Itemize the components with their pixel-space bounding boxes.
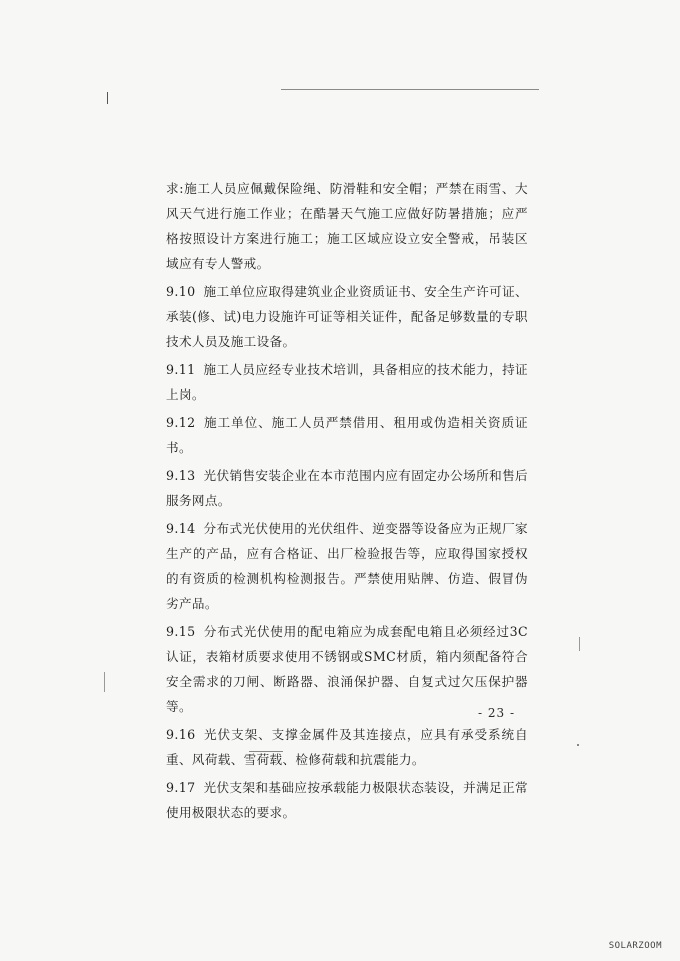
- watermark: SOLARZOOM: [608, 941, 662, 951]
- clause-text: 分布式光伏使用的配电箱应为成套配电箱且必须经过3C认证，表箱材质要求使用不锈钢或SMC材质，箱内须配备符合安全需求的刀闸、断路器、浪涌保护器、自复式过欠压保护器等。: [166, 624, 528, 714]
- clause-paragraph: [166, 619, 528, 719]
- clause-paragraph: [166, 357, 528, 407]
- clause-number: 9.11: [166, 362, 196, 377]
- clause-paragraph: [166, 516, 528, 616]
- clause-text: 分布式光伏使用的光伏组件、逆变器等设备应为正规厂家生产的产品，应有合格证、出厂检验报告等，应取得国家授权的有资质的检测机构检测报告。严禁使用贴牌、仿造、假冒伪劣产品。: [166, 521, 528, 611]
- clause-paragraph: [166, 722, 528, 772]
- page-number: - 23 -: [478, 706, 516, 720]
- clause-number: 9.13: [166, 468, 196, 483]
- clause-paragraph: [166, 463, 528, 513]
- scan-mark-top-line: [281, 89, 539, 90]
- clause-paragraph: [166, 176, 528, 276]
- clause-text: 施工单位、施工人员严禁借用、租用或伪造相关资质证书。: [166, 415, 528, 455]
- scan-mark-left-top: [107, 92, 108, 104]
- clause-text: 施工单位应取得建筑业企业资质证书、安全生产许可证、承装(修、试)电力设施许可证等相关证件，配备足够数量的专职技术人员及施工设备。: [166, 284, 528, 349]
- document-body: [166, 176, 528, 828]
- clause-number: 9.15: [166, 624, 196, 639]
- scan-mark-right-mid: [579, 637, 580, 651]
- clause-number: 9.17: [166, 780, 196, 795]
- scan-mark-right-dot: [577, 744, 579, 746]
- clause-text: 施工人员应经专业技术培训，具备相应的技术能力，持证上岗。: [166, 362, 528, 402]
- clause-paragraph: [166, 410, 528, 460]
- clause-paragraph: [166, 279, 528, 354]
- clause-number: 9.10: [166, 284, 196, 299]
- clause-text: 求:施工人员应佩戴保险绳、防滑鞋和安全帽；严禁在雨雪、大风天气进行施工作业；在酷暑天气施工应做好防暑措施；应严格按照设计方案进行施工；施工区域应设立安全警戒，吊装区域应有专人警戒。: [166, 181, 528, 271]
- clause-text: 光伏支架、支撑金属件及其连接点，应具有承受系统自重、风荷载、雪荷载、检修荷载和抗震能力。: [166, 727, 528, 767]
- clause-text: 光伏销售安装企业在本市范围内应有固定办公场所和售后服务网点。: [166, 468, 528, 508]
- clause-number: 9.14: [166, 521, 196, 536]
- clause-paragraph: [166, 775, 528, 825]
- clause-number: 9.16: [166, 727, 196, 742]
- clause-number: 9.12: [166, 415, 196, 430]
- clause-text: 光伏支架和基础应按承载能力极限状态装设，并满足正常使用极限状态的要求。: [166, 780, 528, 820]
- scan-mark-left-mid: [104, 672, 105, 692]
